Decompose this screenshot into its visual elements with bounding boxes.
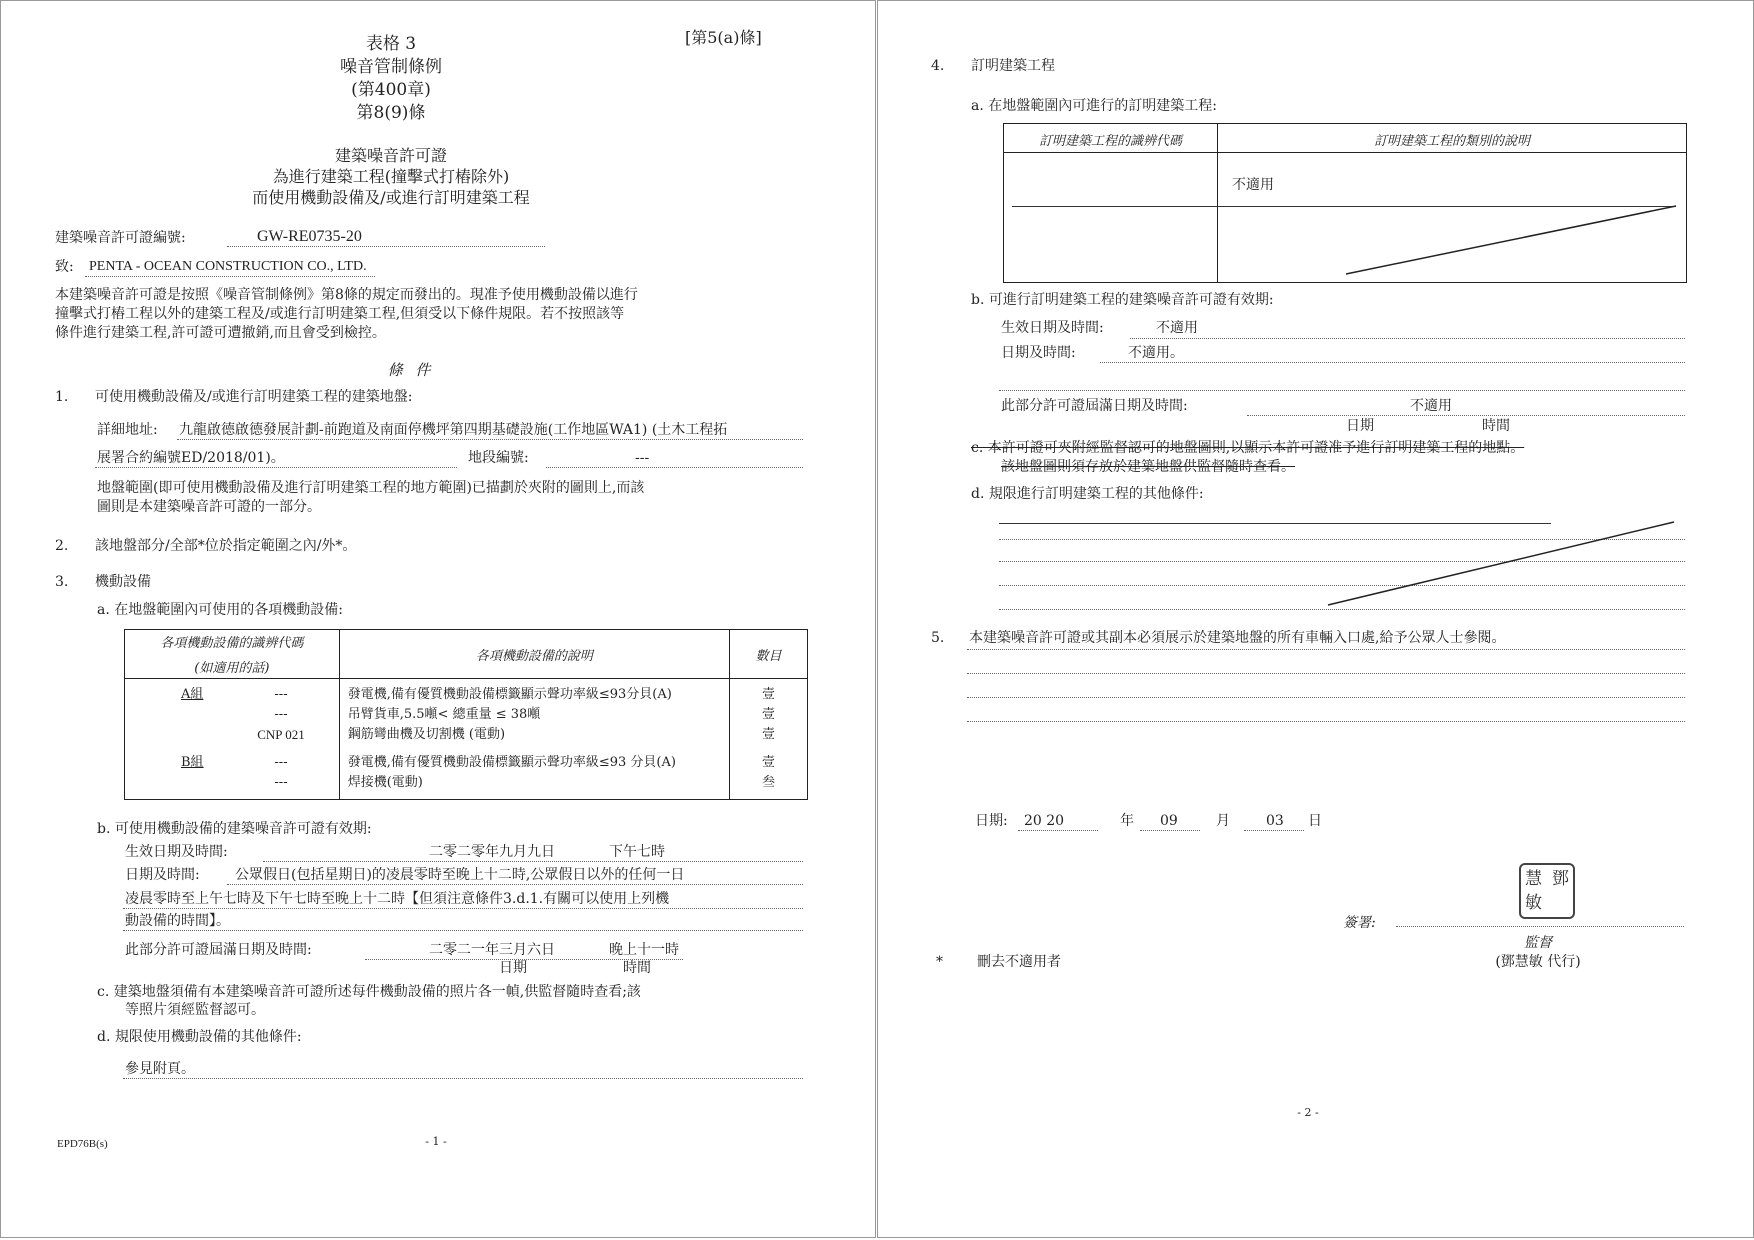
page-number-1: - 1 - (425, 1135, 447, 1148)
pw-date-caption: 日期 (1346, 418, 1374, 434)
address-underline-2 (95, 467, 457, 468)
ordinance-title: 噪音管制條例 (340, 57, 442, 77)
condition-5-number: 5. (931, 630, 945, 646)
condition-5-underline-4 (967, 721, 1685, 722)
conditions-heading: 條 件 (387, 361, 435, 379)
address-line-2: 展署合約編號ED/2018/01)。 (97, 450, 285, 466)
hours-underline-1 (227, 884, 803, 885)
pw-header-description: 訂明建築工程的類別的說明 (1373, 134, 1530, 149)
section-ref: [第5(a)條] (685, 28, 762, 47)
condition-4-number: 4. (931, 58, 945, 74)
section-number: 第8(9)條 (356, 103, 426, 123)
page-2 (877, 0, 1754, 1238)
permit-number-underline (227, 246, 545, 247)
pw-time-caption: 時間 (1482, 418, 1510, 434)
permit-title-1: 建築噪音許可證 (334, 146, 447, 165)
hours-line-1: 公眾假日(包括星期日)的凌晨零時至晚上十二時,公眾假日以外的任何一日 (235, 867, 685, 883)
intro-line-1: 本建築噪音許可證是按照《噪音管制條例》第8條的規定而發出的。現准予使用機動設備以進行 (55, 287, 638, 303)
condition-3-text: 機動設備 (95, 574, 151, 590)
expiry-time: 晚上十一時 (609, 942, 679, 958)
condition-3c-line-1: c. 建築地盤須備有本建築噪音許可證所述每件機動設備的照片各一幀,供監督隨時查看;該 (97, 984, 641, 1000)
time-caption: 時間 (623, 960, 651, 976)
form-label: 表格 3 (365, 34, 417, 54)
lot-number: --- (635, 450, 650, 466)
header-quantity: 數目 (729, 630, 807, 679)
permit-title-2: 為進行建築工程(撞擊式打樁除外) (272, 167, 510, 186)
lot-label: 地段編號: (468, 450, 529, 466)
issue-date-label: 日期: (975, 813, 1008, 829)
address-label: 詳細地址: (97, 422, 158, 438)
pw-hours-label: 日期及時間: (1001, 345, 1076, 361)
delete-note-mark: * (936, 954, 943, 970)
signature-line (1396, 926, 1684, 927)
table-row: B組 --- (181, 755, 288, 770)
issue-day-unit: 日 (1308, 813, 1322, 829)
issue-month-underline (1140, 830, 1200, 831)
lot-underline (546, 467, 803, 468)
condition-4d-diagonal-strike (878, 1, 1753, 701)
condition-5-underline-3 (967, 697, 1685, 698)
condition-4-text: 訂明建築工程 (971, 58, 1055, 74)
hours-underline-2 (123, 908, 803, 909)
issue-day-underline (1244, 830, 1304, 831)
condition-3a: a. 在地盤範圍內可使用的各項機動設備: (97, 602, 343, 618)
condition-4d: d. 規限進行訂明建築工程的其他條件: (971, 486, 1204, 502)
addressee: PENTA - OCEAN CONSTRUCTION CO., LTD. (89, 259, 367, 274)
issue-month-unit: 月 (1216, 813, 1230, 829)
condition-5-text: 本建築噪音許可證或其副本必須展示於建築地盤的所有車輛入口處,給予公眾人士參閱。 (969, 630, 1506, 646)
descriptions-column: 發電機,備有優質機動設備標籤顯示聲功率級≤93分貝(A) 吊臂貨車,5.5噸< 總重量 ≤ 38噸 鋼筋彎曲機及切割機 (電動) 發電機,備有優質機動設備標籤顯示聲功率級≤93 分貝(A) 焊接機(電動) (339, 679, 729, 800)
page-number-2: - 2 - (1297, 1106, 1319, 1119)
equipment-table (124, 629, 808, 800)
condition-4c-line-2: 該地盤圖則須存放於建築地盤供監督隨時查看。 (1001, 459, 1295, 475)
hours-underline-3 (123, 930, 803, 931)
table-row: A組 --- (181, 687, 288, 702)
expiry-label: 此部分許可證屆滿日期及時間: (125, 942, 312, 958)
pw-not-applicable: 不適用 (1232, 177, 1274, 193)
footer-code: EPD76B(s) (57, 1138, 108, 1150)
chapter: (第400章) (351, 80, 431, 100)
pw-hours-value: 不適用。 (1128, 345, 1184, 361)
issue-year-underline (1018, 830, 1098, 831)
condition-3b: b. 可使用機動設備的建築噪音許可證有效期: (97, 821, 372, 837)
condition-2-number: 2. (55, 538, 69, 554)
permit-title-3: 而使用機動設備及/或進行訂明建築工程 (252, 188, 530, 207)
pw-effective-label: 生效日期及時間: (1001, 320, 1104, 336)
header-code: 各項機動設備的識辨代碼 (如適用的話) (125, 630, 340, 679)
date-caption: 日期 (499, 960, 527, 976)
quantities-column: 壹 壹 壹 壹 叁 (729, 679, 807, 800)
condition-3-number: 3. (55, 574, 69, 590)
hours-line-2: 凌晨零時至上午七時及下午七時至晚上十二時【但須注意條件3.d.1.有關可以使用上列機 (125, 891, 670, 907)
expiry-date: 二零二一年三月六日 (429, 942, 555, 958)
codes-column (125, 679, 340, 800)
table-row: --- (274, 707, 288, 722)
condition-5-underline-2 (967, 673, 1685, 674)
condition-1-text: 可使用機動設備及/或進行訂明建築工程的建築地盤: (95, 389, 413, 405)
condition-3d: d. 規限使用機動設備的其他條件: (97, 1029, 302, 1045)
effective-label: 生效日期及時間: (125, 844, 228, 860)
issue-day: 03 (1266, 813, 1284, 829)
addressee-underline (85, 276, 375, 277)
issue-year: 20 20 (1024, 813, 1065, 829)
hours-line-3: 動設備的時間】。 (125, 913, 230, 929)
effective-date: 二零二零年九月九日 (429, 844, 555, 860)
condition-2-text: 該地盤部分/全部*位於指定範圍之內/外*。 (95, 538, 357, 554)
pw-effective-value: 不適用 (1156, 320, 1198, 336)
authority-title: 監督 (1524, 935, 1552, 951)
issue-month: 09 (1160, 813, 1178, 829)
pw-expiry-value: 不適用 (1410, 398, 1452, 414)
condition-3c-line-2: 等照片須經監督認可。 (125, 1002, 265, 1018)
official-seal: 鄧 慧 敏 (1519, 863, 1575, 919)
permit-number: GW-RE0735-20 (257, 228, 362, 245)
signatory-name: (鄧慧敏 代行) (1495, 954, 1581, 970)
permit-number-label: 建築噪音許可證編號: (55, 230, 186, 246)
condition-3d-value: 參見附頁。 (125, 1061, 195, 1077)
pw-expiry-label: 此部分許可證屆滿日期及時間: (1001, 398, 1188, 414)
signature-label: 簽署: (1343, 915, 1376, 931)
table-row: --- (274, 775, 288, 790)
site-scope-line-1: 地盤範圍(即可使用機動設備及進行訂明建築工程的地方範圍)已描劃於夾附的圖則上,而該 (97, 480, 645, 496)
condition-4b: b. 可進行訂明建築工程的建築噪音許可證有效期: (971, 292, 1274, 308)
intro-line-2: 撞擊式打樁工程以外的建築工程及/或進行訂明建築工程,但須受以下條件規限。若不按照該等 (55, 306, 625, 322)
pw-header-code: 訂明建築工程的識辨代碼 (1038, 134, 1182, 149)
address-underline-1 (177, 439, 803, 440)
page-1 (0, 0, 876, 1238)
table-row: CNP 021 (257, 727, 305, 742)
condition-1-number: 1. (55, 389, 69, 405)
intro-line-3: 條件進行建築工程,許可證可遭撤銷,而且會受到檢控。 (55, 325, 386, 341)
site-scope-line-2: 圖則是本建築噪音許可證的一部分。 (97, 499, 321, 515)
to-label: 致: (55, 259, 74, 275)
condition-5-underline-1 (967, 649, 1685, 650)
effective-underline (263, 861, 803, 862)
hours-label: 日期及時間: (125, 867, 200, 883)
condition-4a: a. 在地盤範圍內可進行的訂明建築工程: (971, 98, 1217, 114)
condition-3d-underline (123, 1078, 803, 1079)
header-description: 各項機動設備的說明 (339, 630, 729, 679)
effective-time: 下午七時 (609, 844, 665, 860)
address-line-1: 九龍啟德啟德發展計劃-前跑道及南面停機坪第四期基礎設施(工作地區WA1) (土木工程拓 (179, 422, 728, 438)
condition-4c-line-1: c. 本許可證可夾附經監督認可的地盤圖則,以顯示本許可證准予進行訂明建築工程的地點。 (971, 440, 1525, 456)
delete-note: 刪去不適用者 (977, 954, 1061, 970)
issue-year-unit: 年 (1120, 813, 1134, 829)
